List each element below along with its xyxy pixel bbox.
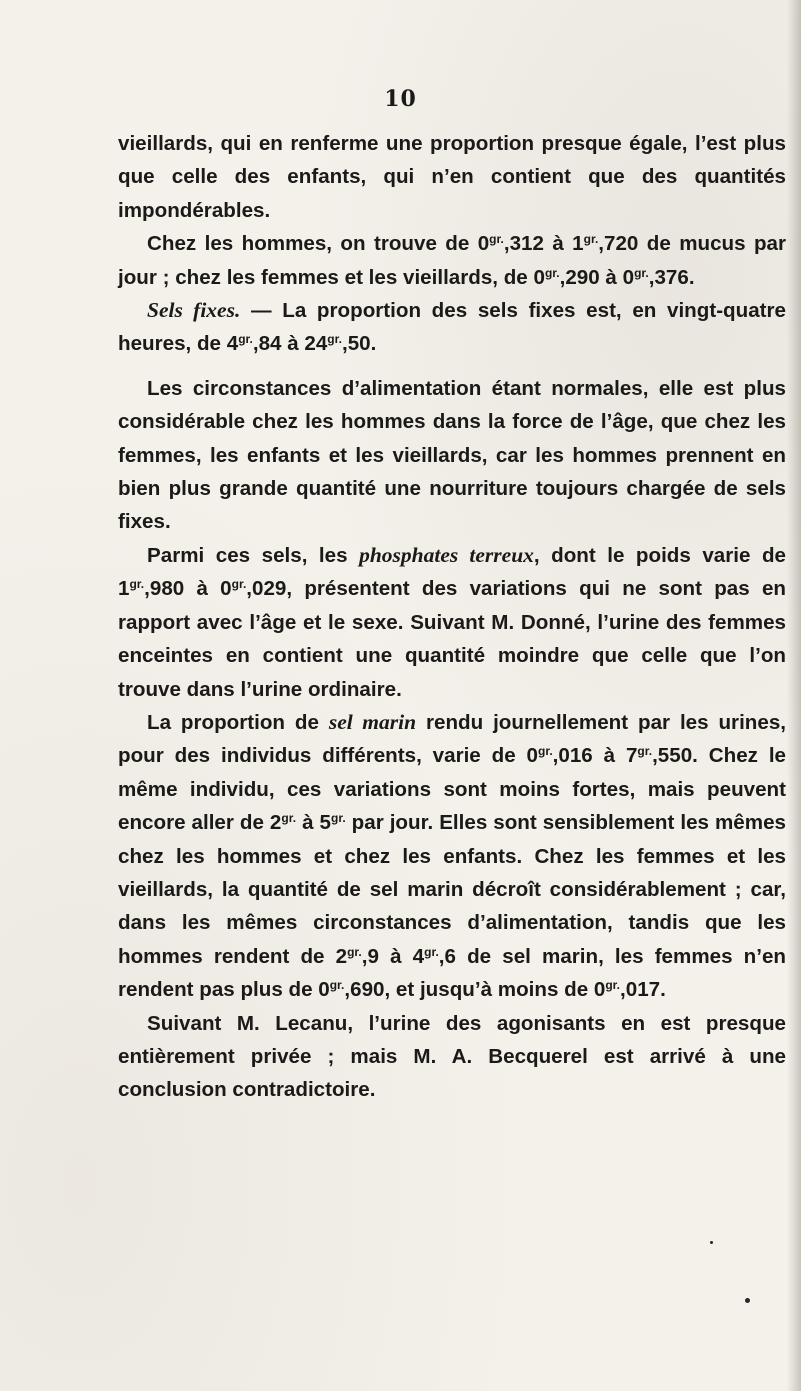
- text-run: à 5: [296, 811, 331, 835]
- text-run: ,690, et jusqu’à moins de 0: [344, 978, 606, 1002]
- text-run: — La proportion des sels fixes est, en vingt-quatre heures, de 4: [118, 299, 786, 356]
- paragraph-p6: [118, 706, 786, 1007]
- text-run: ,029, présentent des variations qui ne sont pas en rapport avec l’âge et le sexe. Suivant M. Donné, l’urine des femmes enceintes en contient une quantité moindre que celle que l’on trouve dans l’urine ordinaire.: [118, 577, 786, 701]
- paragraph-p3: [118, 294, 786, 361]
- paragraph-p1: [118, 127, 786, 227]
- unit-superscript: gr.: [329, 978, 345, 993]
- unit-superscript: gr.: [347, 944, 362, 959]
- unit-superscript: gr.: [489, 232, 504, 247]
- body-text: [118, 127, 786, 1107]
- text-run: ,290 à 0: [559, 265, 635, 289]
- text-run: ,016 à 7: [552, 744, 638, 768]
- text-run: La proportion de: [147, 710, 329, 734]
- text-run: ,550. Chez le même individu, ces variations sont moins fortes, mais peuvent encore aller de 2: [118, 744, 787, 835]
- text-run: Parmi ces sels, les: [147, 543, 360, 567]
- paragraph-p4: [118, 372, 786, 539]
- italic-term: Sels fixes.: [147, 298, 241, 323]
- text-run: Les circonstances d’alimentation étant normales, elle est plus considérable chez les hommes dans la force de l’âge, que chez les femmes, les enfants et les vieillards, car les hommes prennent en bien plus grande quantité une nourriture toujours chargée de sels fixes.: [118, 376, 786, 534]
- text-run: rendu journellement par les urines, pour des individus différents, varie de 0: [118, 710, 787, 768]
- text-run: ,376.: [648, 265, 695, 289]
- ink-speck: [710, 1241, 713, 1244]
- page-edge-shadow: [787, 0, 801, 1391]
- page-number: 10: [384, 86, 417, 112]
- text-run: vieillards, qui en renferme une proportion presque égale, l’est plus que celle des enfants, qui n’en contient que des quantités impondérables.: [118, 132, 786, 222]
- unit-superscript: gr.: [605, 978, 621, 993]
- text-run: ,720 de mucus par jour ; chez les femmes et les vieillards, de 0: [118, 232, 787, 289]
- unit-superscript: gr.: [424, 944, 439, 959]
- paragraph-p2: [118, 227, 786, 294]
- text-run: ,9 à 4: [361, 944, 425, 968]
- unit-superscript: gr.: [238, 332, 253, 347]
- unit-superscript: gr.: [583, 232, 599, 247]
- paragraph-p5: [118, 539, 786, 706]
- text-run: ,6 de sel marin, les femmes n’en rendent pas plus de 0: [118, 944, 786, 1002]
- text-run: Suivant M. Lecanu, l’urine des agonisants en est presque entièrement privée ; mais M. A. Becquerel est arrivé à une conclusion contradictoire.: [118, 1011, 786, 1102]
- italic-term: sel marin: [328, 709, 417, 734]
- unit-superscript: gr.: [231, 577, 247, 592]
- unit-superscript: gr.: [538, 744, 553, 759]
- text-run: ,312 à 1: [503, 232, 584, 256]
- unit-superscript: gr.: [281, 811, 297, 826]
- unit-superscript: gr.: [129, 577, 145, 592]
- text-run: ,84 à 24: [252, 332, 328, 356]
- italic-term: phosphates terreux: [359, 542, 534, 567]
- ink-speck: [745, 1298, 750, 1303]
- unit-superscript: gr.: [634, 265, 649, 280]
- text-run: , dont le poids varie de 1: [118, 543, 786, 601]
- text-run: par jour. Elles sont sensiblement les mêmes chez les hommes et chez les enfants. Chez les femmes et les vieillards, la quantité de sel marin décroît considérablement ; car, dans les mêmes circonstances d’alimentation, tandis que les hommes rendent de 2: [118, 811, 786, 968]
- unit-superscript: gr.: [330, 811, 346, 826]
- text-run: ,50.: [341, 332, 377, 356]
- unit-superscript: gr.: [327, 332, 342, 347]
- text-run: ,017.: [620, 978, 666, 1002]
- text-run: ,980 à 0: [144, 577, 232, 601]
- unit-superscript: gr.: [637, 744, 653, 759]
- text-run: Chez les hommes, on trouve de 0: [147, 232, 490, 256]
- unit-superscript: gr.: [544, 265, 560, 280]
- paragraph-p7: [118, 1007, 786, 1107]
